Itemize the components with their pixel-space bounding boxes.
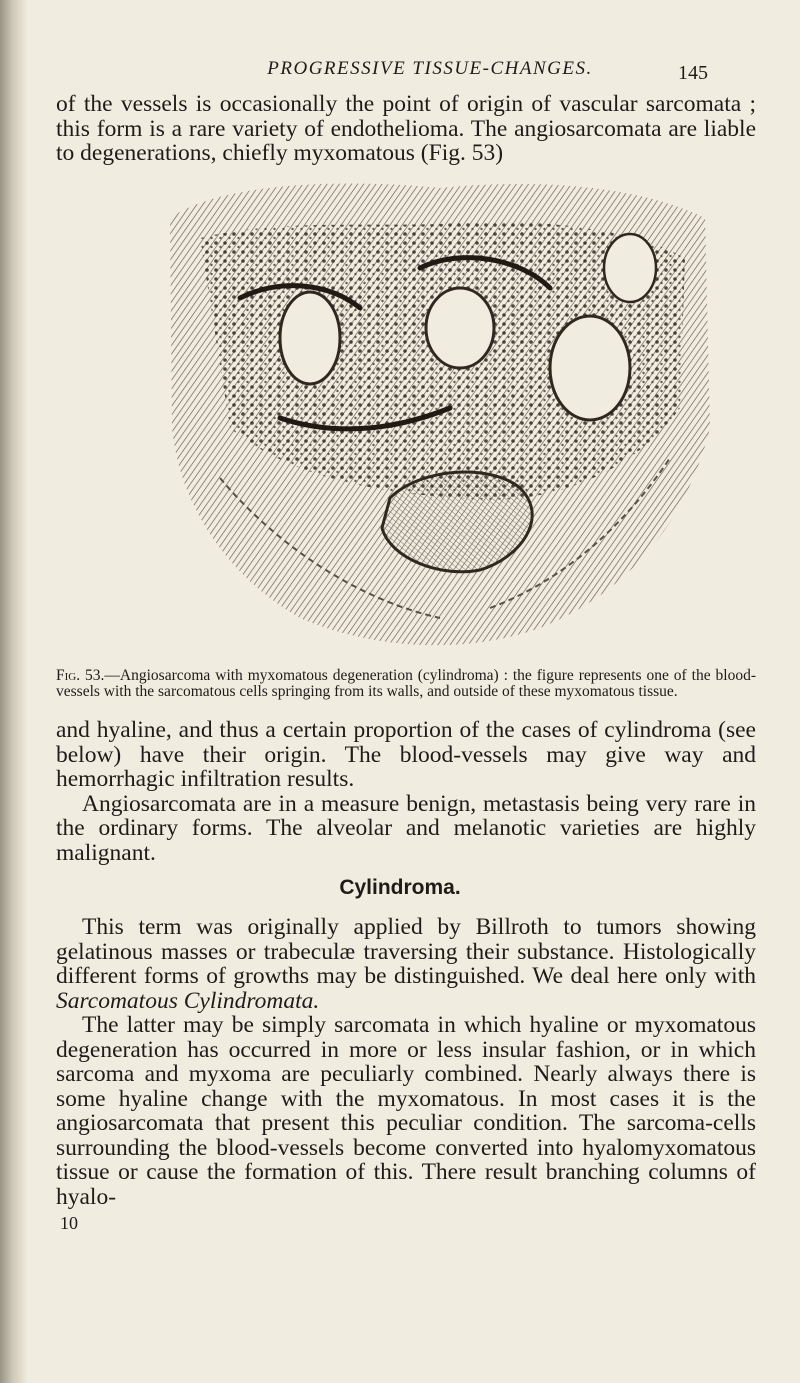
paragraph-benign: Angiosarcomata are in a measure benign, metastasis being very rare in the ordinary forms. The alveolar and melanotic varieties are highly malignant. (56, 790, 756, 866)
figure-caption (56, 668, 756, 700)
caption-text: —Angiosarcoma with myxomatous degeneration (cylindroma) : the figure represents one of the blood-vessels with the sarcomatous cells springing from its walls, and outside of these myxomatous tissue. (56, 667, 756, 700)
section-body (56, 915, 756, 1209)
caption-label: Fig. 53. (56, 667, 105, 684)
italic-term: Sarcomatous Cylindromata. (56, 987, 320, 1014)
figure-illustration (160, 178, 720, 658)
page-number: 145 (678, 62, 708, 84)
page-gutter-shadow (0, 0, 28, 1383)
paragraph-top: of the vessels is occasionally the point of origin of vascular sarcomata ; this form is a rare variety of endothelioma. The angiosarcomata are liable to degenerations, chiefly myxomatous (Fig. 53) (56, 91, 756, 166)
running-title: PROGRESSIVE TISSUE-CHANGES. (267, 58, 593, 79)
paragraph-after-figure: and hyaline, and thus a certain proportion of the cases of cylindroma (see below) have their origin. The blood-vessels may give way and hemorrhagic infiltration results. Angiosarcomata are in a measure benign, metastasis being very rare in the ordinary forms. The alveolar and melanotic varieties are highly malignant. (56, 717, 756, 866)
signature-mark: 10 (60, 1213, 78, 1233)
paragraph-latter: The latter may be simply sarcomata in which hyaline or myxomatous degeneration has occurred in more or less insular fashion, or in which sarcoma and myxoma are peculiarly combined. Nearly always there is some hyaline change with the myxomatous. In most cases it is the angiosarcomata that present this peculiar condition. The sarcoma-cells surrounding the blood-vessels become converted into hyalomyxomatous tissue or cause the formation of this. There result branching columns of hyalo- (56, 1012, 756, 1210)
paragraph-billroth: This term was originally applied by Billroth to tumors showing gelatinous masses or trabeculæ traversing their substance. Histologically different forms of growths may be distinguished. We deal here only with Sarcomatous Cylindromata. (56, 914, 756, 1014)
section-heading: Cylindroma. (339, 876, 461, 899)
angiosarcoma-engraving (160, 178, 720, 658)
